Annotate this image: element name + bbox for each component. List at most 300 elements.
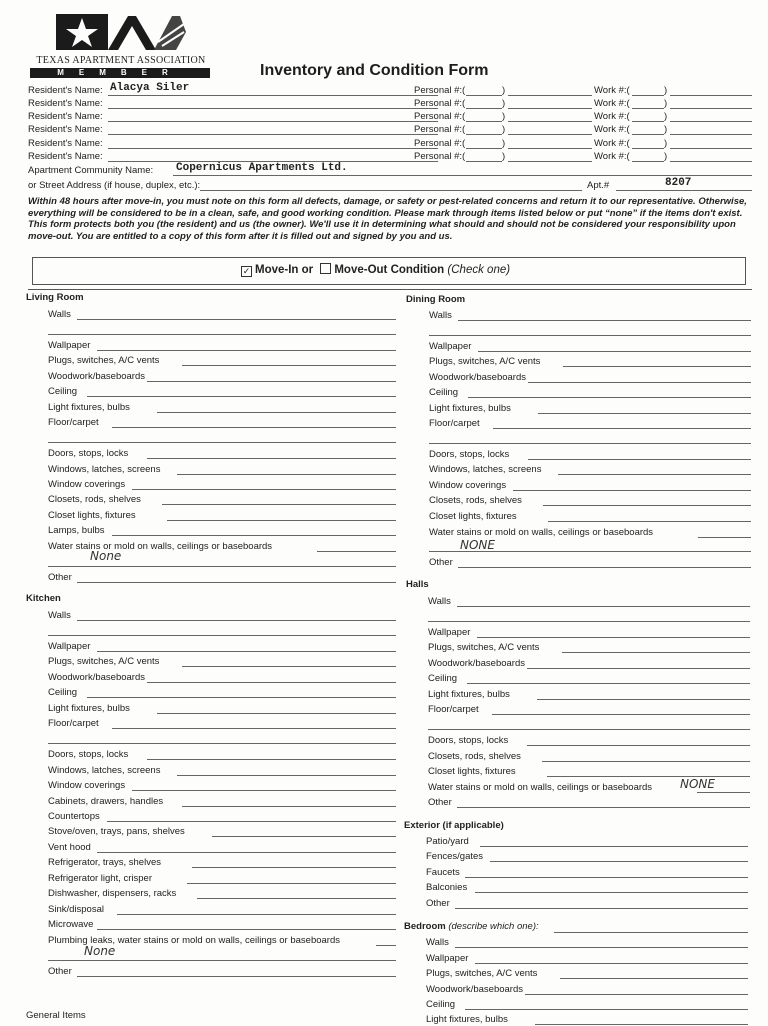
item-entry-line[interactable]	[112, 535, 396, 536]
resident-name-line[interactable]	[108, 148, 438, 149]
item-label: Closet lights, fixtures	[428, 766, 516, 777]
item-label: Walls	[428, 596, 451, 607]
item-entry-line[interactable]	[147, 682, 396, 683]
living-room-item-floor-carpet	[48, 416, 396, 429]
living-room-item-wallpaper	[48, 339, 396, 352]
work-area-code[interactable]	[632, 134, 664, 135]
personal-close-paren: )	[502, 124, 506, 135]
item-entry-line[interactable]	[475, 963, 748, 964]
dining-room-item-closets-rods-shelves	[429, 494, 751, 507]
living-room-item-window-coverings	[48, 478, 396, 491]
personal-phone-label: Personal #:(	[414, 151, 466, 162]
living-room-item-walls	[48, 308, 396, 321]
item-label: Doors, stops, locks	[48, 749, 129, 760]
item-entry-line[interactable]	[177, 775, 396, 776]
check-one-hint: (Check one)	[447, 264, 511, 276]
item-label: Faucets	[426, 867, 460, 878]
item-label: Windows, latches, screens	[429, 464, 542, 475]
item-label: Water stains or mold on walls, ceilings or baseboards	[48, 541, 273, 552]
halls-item-floor-carpet	[428, 703, 750, 716]
extra-entry-line[interactable]	[429, 335, 751, 336]
halls-item-ceiling	[428, 672, 750, 685]
item-label: Plugs, switches, A/C vents	[428, 642, 540, 653]
work-phone-label: Work #:(	[594, 124, 630, 135]
item-entry-line[interactable]	[490, 861, 748, 862]
kitchen-item-refrigerator-light-crisper	[48, 872, 396, 885]
kitchen-item-refrigerator-trays-shelves	[48, 856, 396, 869]
personal-area-code[interactable]	[466, 108, 502, 109]
bedroom-heading: Bedroom (describe which one):	[404, 921, 539, 932]
handwritten-none-note: NONE	[460, 538, 495, 552]
handwritten-none-note: None	[84, 944, 116, 958]
personal-area-code[interactable]	[466, 121, 502, 122]
item-entry-line[interactable]	[157, 412, 396, 413]
item-label: Doors, stops, locks	[48, 448, 129, 459]
item-entry-line[interactable]	[182, 806, 396, 807]
kitchen-item-cabinets-drawers-handles	[48, 795, 396, 808]
item-entry-line[interactable]	[77, 976, 396, 977]
item-entry-line[interactable]	[117, 914, 396, 915]
resident-row	[28, 84, 752, 97]
item-entry-line[interactable]	[525, 994, 748, 995]
resident-row	[28, 123, 752, 136]
extra-entry-line[interactable]	[48, 960, 396, 961]
item-entry-line[interactable]	[112, 728, 396, 729]
item-entry-line[interactable]	[548, 521, 751, 522]
item-label: Light fixtures, bulbs	[48, 703, 130, 714]
resident-name-line[interactable]	[108, 108, 438, 109]
work-phone-line[interactable]	[670, 148, 752, 149]
general-items-heading: General Items	[26, 1010, 86, 1021]
item-entry-line[interactable]	[538, 413, 751, 414]
item-label: Plugs, switches, A/C vents	[426, 968, 538, 979]
personal-area-code[interactable]	[466, 161, 502, 162]
item-label: Refrigerator light, crisper	[48, 873, 153, 884]
dining-room-item-plugs-switches-a-c-vents	[429, 355, 751, 368]
item-entry-line[interactable]	[87, 396, 396, 397]
living-room-item-lamps-bulbs	[48, 524, 396, 537]
personal-phone-label: Personal #:(	[414, 98, 466, 109]
item-entry-line[interactable]	[528, 382, 751, 383]
exterior-item-fences-gates	[426, 850, 748, 863]
item-label: Closet lights, fixtures	[429, 511, 517, 522]
item-entry-line[interactable]	[698, 537, 751, 538]
item-entry-line[interactable]	[157, 713, 396, 714]
kitchen-heading: Kitchen	[26, 593, 61, 604]
work-area-code[interactable]	[632, 108, 664, 109]
item-entry-line[interactable]	[697, 792, 750, 793]
item-label: Windows, latches, screens	[48, 765, 161, 776]
resident-row	[28, 137, 752, 150]
item-entry-line[interactable]	[457, 807, 750, 808]
item-label: Stove/oven, trays, pans, shelves	[48, 826, 185, 837]
item-entry-line[interactable]	[543, 505, 751, 506]
resident-name-label: Resident's Name:	[28, 151, 103, 162]
item-entry-line[interactable]	[465, 1009, 748, 1010]
work-close-paren: )	[664, 138, 668, 149]
item-label: Light fixtures, bulbs	[48, 402, 130, 413]
item-entry-line[interactable]	[147, 458, 396, 459]
item-entry-line[interactable]	[147, 381, 396, 382]
item-label: Refrigerator, trays, shelves	[48, 857, 161, 868]
item-label: Wallpaper	[48, 340, 91, 351]
item-entry-line[interactable]	[457, 606, 750, 607]
work-phone-label: Work #:(	[594, 111, 630, 122]
extra-entry-line[interactable]	[48, 743, 396, 744]
item-entry-line[interactable]	[492, 714, 750, 715]
work-phone-line[interactable]	[670, 95, 752, 96]
item-label: Cabinets, drawers, handles	[48, 796, 164, 807]
community-name-label: Apartment Community Name:	[28, 165, 154, 176]
work-close-paren: )	[664, 124, 668, 135]
item-entry-line[interactable]	[458, 320, 751, 321]
item-label: Closet lights, fixtures	[48, 510, 136, 521]
item-label: Ceiling	[48, 687, 78, 698]
item-entry-line[interactable]	[182, 365, 396, 366]
item-label: Plugs, switches, A/C vents	[429, 356, 541, 367]
item-label: Water stains or mold on walls, ceilings or baseboards	[429, 527, 654, 538]
move-out-checkbox[interactable]	[320, 263, 331, 274]
item-entry-line[interactable]	[147, 759, 396, 760]
move-in-checkbox[interactable]: ✓	[242, 266, 251, 276]
work-area-code[interactable]	[632, 95, 664, 96]
item-label: Closets, rods, shelves	[48, 494, 141, 505]
kitchen-item-doors-stops-locks	[48, 748, 396, 761]
item-entry-line[interactable]	[77, 582, 396, 583]
item-label: Wallpaper	[48, 641, 91, 652]
handwritten-none-note: NONE	[680, 777, 715, 791]
exterior-item-patio-yard	[426, 835, 748, 848]
personal-close-paren: )	[502, 111, 506, 122]
living-room-item-closet-lights-fixtures	[48, 509, 396, 522]
work-close-paren: )	[664, 151, 668, 162]
item-entry-line[interactable]	[458, 567, 751, 568]
bedroom-item-wallpaper	[426, 952, 748, 965]
resident-name-line[interactable]	[108, 121, 438, 122]
personal-close-paren: )	[502, 151, 506, 162]
halls-item-other	[428, 796, 750, 809]
personal-phone-line[interactable]	[508, 161, 592, 162]
item-entry-line[interactable]	[182, 666, 396, 667]
item-entry-line[interactable]	[77, 319, 396, 320]
item-entry-line[interactable]	[77, 620, 396, 621]
exterior-heading: Exterior (if applicable)	[404, 820, 504, 831]
street-address-label: or Street Address (if house, duplex, etc.):	[28, 180, 201, 191]
personal-area-code[interactable]	[466, 95, 502, 96]
item-label: Ceiling	[426, 999, 456, 1010]
kitchen-item-ceiling	[48, 686, 396, 699]
item-entry-line[interactable]	[527, 668, 750, 669]
resident-name-label: Resident's Name:	[28, 124, 103, 135]
item-label: Microwave	[48, 919, 94, 930]
item-label: Wallpaper	[426, 953, 469, 964]
kitchen-item-other	[48, 965, 396, 978]
item-entry-line[interactable]	[528, 459, 751, 460]
item-label: Woodwork/baseboards	[48, 672, 145, 683]
dining-room-item-woodwork-baseboards	[429, 371, 751, 384]
item-entry-line[interactable]	[493, 428, 751, 429]
halls-heading: Halls	[406, 579, 429, 590]
work-phone-line[interactable]	[670, 108, 752, 109]
item-entry-line[interactable]	[465, 877, 748, 878]
item-entry-line[interactable]	[197, 898, 396, 899]
halls-item-doors-stops-locks	[428, 734, 750, 747]
item-label: Doors, stops, locks	[429, 449, 510, 460]
kitchen-item-stove-oven-trays-pans-shelves	[48, 825, 396, 838]
item-entry-line[interactable]	[112, 427, 396, 428]
kitchen-item-dishwasher-dispensers-racks	[48, 887, 396, 900]
item-entry-line[interactable]	[192, 867, 396, 868]
extra-entry-line[interactable]	[429, 443, 751, 444]
personal-phone-label: Personal #:(	[414, 85, 466, 96]
item-label: Walls	[426, 937, 449, 948]
item-entry-line[interactable]	[560, 978, 748, 979]
item-entry-line[interactable]	[177, 474, 396, 475]
halls-item-light-fixtures-bulbs	[428, 688, 750, 701]
bedroom-name-line[interactable]	[554, 932, 748, 933]
item-entry-line[interactable]	[562, 652, 750, 653]
item-entry-line[interactable]	[547, 776, 750, 777]
item-label: Balconies	[426, 882, 468, 893]
item-label: Closets, rods, shelves	[429, 495, 522, 506]
item-entry-line[interactable]	[563, 366, 751, 367]
item-label: Other	[48, 966, 72, 977]
item-label: Water stains or mold on walls, ceilings or baseboards	[428, 782, 653, 793]
bedroom-item-walls	[426, 936, 748, 949]
bedroom-item-ceiling	[426, 998, 748, 1011]
item-label: Light fixtures, bulbs	[429, 403, 511, 414]
work-phone-label: Work #:(	[594, 151, 630, 162]
taa-logo-mark	[56, 12, 186, 54]
kitchen-item-windows-latches-screens	[48, 764, 396, 777]
handwritten-none-note: None	[90, 549, 122, 563]
item-label: Countertops	[48, 811, 100, 822]
extra-entry-line[interactable]	[48, 442, 396, 443]
item-label: Wallpaper	[429, 341, 472, 352]
kitchen-item-walls	[48, 609, 396, 622]
item-entry-line[interactable]	[477, 637, 750, 638]
apt-line[interactable]	[616, 190, 752, 191]
dining-room-item-ceiling	[429, 386, 751, 399]
dining-room-item-windows-latches-screens	[429, 463, 751, 476]
item-entry-line[interactable]	[480, 846, 748, 847]
resident-name-label: Resident's Name:	[28, 138, 103, 149]
extra-entry-line[interactable]	[48, 334, 396, 335]
personal-phone-line[interactable]	[508, 95, 592, 96]
living-room-item-light-fixtures-bulbs	[48, 401, 396, 414]
dining-room-heading: Dining Room	[406, 294, 466, 305]
item-entry-line[interactable]	[97, 651, 396, 652]
dining-room-item-wallpaper	[429, 340, 751, 353]
item-label: Walls	[429, 310, 452, 321]
extra-entry-line[interactable]	[428, 729, 750, 730]
item-label: Window coverings	[48, 479, 126, 490]
personal-close-paren: )	[502, 85, 506, 96]
kitchen-item-wallpaper	[48, 640, 396, 653]
item-entry-line[interactable]	[475, 892, 748, 893]
kitchen-item-vent-hood	[48, 841, 396, 854]
item-label: Ceiling	[428, 673, 458, 684]
item-entry-line[interactable]	[132, 489, 396, 490]
item-label: Floor/carpet	[428, 704, 479, 715]
community-name-line[interactable]	[173, 175, 752, 176]
move-out-label: Move-Out Condition	[334, 264, 445, 276]
item-entry-line[interactable]	[527, 745, 750, 746]
kitchen-item-microwave	[48, 918, 396, 931]
work-phone-line[interactable]	[670, 121, 752, 122]
street-address-line[interactable]	[200, 190, 582, 191]
work-phone-line[interactable]	[670, 134, 752, 135]
apt-label: Apt.#	[587, 180, 610, 191]
living-room-heading: Living Room	[26, 292, 84, 303]
work-phone-line[interactable]	[670, 161, 752, 162]
living-room-item-doors-stops-locks	[48, 447, 396, 460]
item-entry-line[interactable]	[478, 351, 751, 352]
personal-close-paren: )	[502, 98, 506, 109]
personal-area-code[interactable]	[466, 134, 502, 135]
resident-name-line[interactable]	[108, 95, 438, 96]
apt-value: 8207	[665, 177, 692, 189]
member-banner: MEMBER	[30, 68, 210, 78]
item-entry-line[interactable]	[167, 520, 396, 521]
item-label: Other	[48, 572, 72, 583]
item-label: Windows, latches, screens	[48, 464, 161, 475]
personal-phone-line[interactable]	[508, 148, 592, 149]
personal-phone-line[interactable]	[508, 121, 592, 122]
item-label: Other	[426, 898, 450, 909]
living-room-item-plugs-switches-a-c-vents	[48, 354, 396, 367]
item-label: Plumbing leaks, water stains or mold on walls, ceilings or baseboards	[48, 935, 340, 946]
item-label: Wallpaper	[428, 627, 471, 638]
halls-item-plugs-switches-a-c-vents	[428, 641, 750, 654]
kitchen-item-woodwork-baseboards	[48, 671, 396, 684]
item-entry-line[interactable]	[317, 551, 396, 552]
personal-phone-label: Personal #:(	[414, 111, 466, 122]
item-label: Plugs, switches, A/C vents	[48, 355, 160, 366]
item-entry-line[interactable]	[212, 836, 396, 837]
halls-item-wallpaper	[428, 626, 750, 639]
work-close-paren: )	[664, 98, 668, 109]
move-in-label: Move-In or	[255, 264, 314, 276]
item-label: Doors, stops, locks	[428, 735, 509, 746]
item-entry-line[interactable]	[455, 947, 748, 948]
resident-row	[28, 110, 752, 123]
condition-choice-box	[32, 257, 746, 285]
personal-phone-line[interactable]	[508, 108, 592, 109]
personal-close-paren: )	[502, 138, 506, 149]
item-entry-line[interactable]	[513, 490, 751, 491]
item-entry-line[interactable]	[132, 790, 396, 791]
item-entry-line[interactable]	[455, 908, 748, 909]
resident-row	[28, 150, 752, 163]
resident-name-value: Alacya Siler	[110, 82, 190, 94]
living-room-item-other	[48, 571, 396, 584]
item-label: Window coverings	[48, 780, 126, 791]
item-entry-line[interactable]	[162, 504, 396, 505]
item-label: Floor/carpet	[429, 418, 480, 429]
item-label: Walls	[48, 610, 71, 621]
work-close-paren: )	[664, 111, 668, 122]
item-entry-line[interactable]	[376, 945, 396, 946]
kitchen-item-light-fixtures-bulbs	[48, 702, 396, 715]
item-entry-line[interactable]	[107, 821, 396, 822]
item-label: Closets, rods, shelves	[428, 751, 521, 762]
item-label: Woodwork/baseboards	[426, 984, 523, 995]
item-label: Window coverings	[429, 480, 507, 491]
kitchen-item-sink-disposal	[48, 903, 396, 916]
living-room-item-ceiling	[48, 385, 396, 398]
form-title: Inventory and Condition Form	[260, 62, 489, 79]
item-entry-line[interactable]	[97, 929, 396, 930]
item-entry-line[interactable]	[542, 761, 750, 762]
item-entry-line[interactable]	[187, 883, 396, 884]
kitchen-item-plugs-switches-a-c-vents	[48, 655, 396, 668]
divider	[28, 289, 752, 290]
item-entry-line[interactable]	[87, 697, 396, 698]
personal-phone-line[interactable]	[508, 134, 592, 135]
dining-room-item-light-fixtures-bulbs	[429, 402, 751, 415]
work-area-code[interactable]	[632, 121, 664, 122]
living-room-item-windows-latches-screens	[48, 463, 396, 476]
exterior-item-balconies	[426, 881, 748, 894]
resident-name-line[interactable]	[108, 134, 438, 135]
item-entry-line[interactable]	[467, 683, 750, 684]
personal-phone-label: Personal #:(	[414, 124, 466, 135]
work-phone-label: Work #:(	[594, 138, 630, 149]
work-area-code[interactable]	[632, 161, 664, 162]
item-label: Other	[429, 557, 453, 568]
item-entry-line[interactable]	[537, 699, 750, 700]
association-name: TEXAS APARTMENT ASSOCIATION	[36, 55, 206, 66]
work-area-code[interactable]	[632, 148, 664, 149]
community-name-value: Copernicus Apartments Ltd.	[176, 162, 348, 174]
dining-room-item-closet-lights-fixtures	[429, 510, 751, 523]
item-entry-line[interactable]	[468, 397, 751, 398]
item-entry-line[interactable]	[535, 1024, 748, 1025]
dining-room-item-doors-stops-locks	[429, 448, 751, 461]
item-label: Sink/disposal	[48, 904, 104, 915]
living-room-item-woodwork-baseboards	[48, 370, 396, 383]
community-name-row	[28, 164, 752, 177]
item-label: Woodwork/baseboards	[428, 658, 525, 669]
extra-entry-line[interactable]	[48, 566, 396, 567]
item-label: Dishwasher, dispensers, racks	[48, 888, 177, 899]
item-entry-line[interactable]	[97, 852, 396, 853]
halls-item-closets-rods-shelves	[428, 750, 750, 763]
extra-entry-line[interactable]	[428, 621, 750, 622]
item-label: Woodwork/baseboards	[48, 371, 145, 382]
item-label: Light fixtures, bulbs	[428, 689, 510, 700]
personal-area-code[interactable]	[466, 148, 502, 149]
notice-text: Within 48 hours after move-in, you must note on this form all defects, damage, or safety or pest-related concerns and return it to our representative. Otherwise, everything will be considered to be in a clean, safe, and good working condition. Please mark through items listed below or put “none” if the items don't exist. This form protects both you (the resident) and us (the owner). We'll use it in determining what should and should not be considered your responsibility upon move-out. You are entitled to a copy of this form after it is filled out and signed by you and us.	[28, 196, 747, 242]
item-label: Lamps, bulbs	[48, 525, 105, 536]
bedroom-item-woodwork-baseboards	[426, 983, 748, 996]
bedroom-item-plugs-switches-a-c-vents	[426, 967, 748, 980]
resident-name-label: Resident's Name:	[28, 85, 103, 96]
item-label: Plugs, switches, A/C vents	[48, 656, 160, 667]
item-label: Light fixtures, bulbs	[426, 1014, 508, 1025]
item-label: Floor/carpet	[48, 417, 99, 428]
halls-item-walls	[428, 595, 750, 608]
personal-phone-label: Personal #:(	[414, 138, 466, 149]
halls-item-woodwork-baseboards	[428, 657, 750, 670]
item-entry-line[interactable]	[558, 474, 751, 475]
resident-name-label: Resident's Name:	[28, 111, 103, 122]
work-close-paren: )	[664, 85, 668, 96]
kitchen-item-floor-carpet	[48, 717, 396, 730]
extra-entry-line[interactable]	[48, 635, 396, 636]
item-entry-line[interactable]	[97, 350, 396, 351]
